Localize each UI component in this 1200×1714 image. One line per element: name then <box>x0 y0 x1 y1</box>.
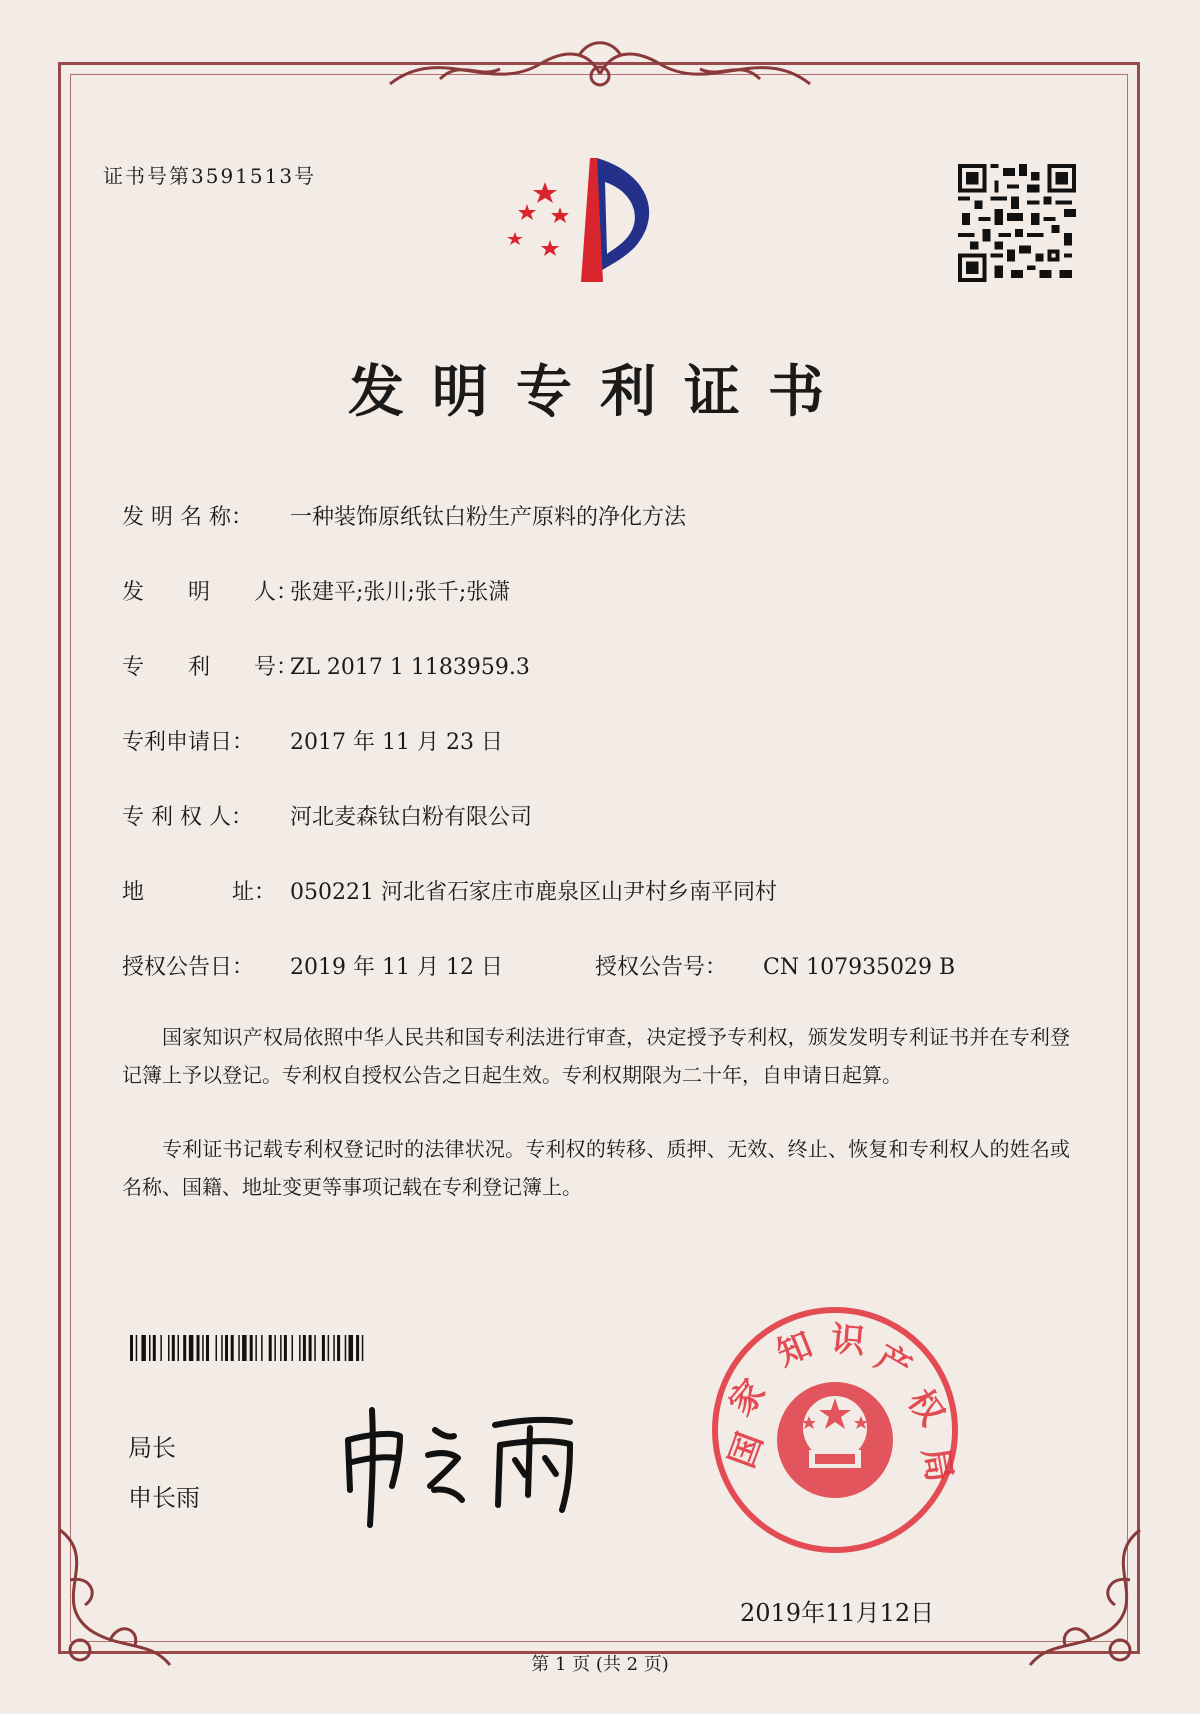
field-label: 专 利 权 人： <box>122 805 253 830</box>
svg-text:知: 知 <box>771 1324 818 1375</box>
field-grant-date <box>122 950 503 981</box>
page-footer: 第 1 页 (共 2 页) <box>531 1654 669 1675</box>
field-value: 张建平;张川;张千;张潇 <box>290 580 511 605</box>
svg-text:权: 权 <box>899 1382 952 1434</box>
barcode-icon <box>130 1335 440 1361</box>
field-patentee <box>122 800 532 831</box>
patent-office-logo-icon <box>505 152 675 302</box>
svg-text:局: 局 <box>914 1444 960 1486</box>
field-value: 050221 河北省石家庄市鹿泉区山尹村乡南平同村 <box>290 880 777 905</box>
signatory-name: 申长雨 <box>128 1484 200 1512</box>
field-label: 地 址： <box>122 880 277 905</box>
field-grant-number <box>595 950 955 981</box>
notice-paragraph-1: 国家知识产权局依照中华人民共和国专利法进行审查，决定授予专利权，颁发发明专利证书并在专利登记簿上予以登记。专利权自授权公告之日起生效。专利权期限为二十年，自申请日起算。 <box>122 1025 1070 1087</box>
certificate-title: 发明专利证书 <box>348 360 852 425</box>
svg-text:家: 家 <box>721 1372 774 1424</box>
field-value: CN 107935029 B <box>763 955 956 980</box>
qr-code-icon <box>958 164 1076 282</box>
seal-date: 2019年11月12日 <box>740 1599 935 1627</box>
field-label: 授权公告日： <box>122 955 255 980</box>
field-label: 专利申请日： <box>122 730 255 755</box>
field-value: 河北麦森钛白粉有限公司 <box>290 805 533 830</box>
field-label: 发 明 人： <box>122 580 299 605</box>
field-label: 发 明 名 称： <box>122 505 253 530</box>
field-invention-name <box>122 500 686 531</box>
top-ornament <box>380 34 820 104</box>
signatory-title: 局长 <box>128 1434 176 1462</box>
certificate-number: 证书号第3591513号 <box>103 164 317 188</box>
handwritten-signature <box>330 1400 600 1530</box>
official-seal-icon <box>705 1300 965 1560</box>
field-label: 授权公告号： <box>595 955 728 980</box>
field-value: 2019 年 11 月 12 日 <box>290 955 503 980</box>
field-inventors <box>122 575 510 606</box>
svg-text:识: 识 <box>829 1319 867 1362</box>
field-value: ZL 2017 1 1183959.3 <box>290 655 530 680</box>
notice-paragraph-2: 专利证书记载专利权登记时的法律状况。专利权的转移、质押、无效、终止、恢复和专利权人的姓名或名称、国籍、地址变更等事项记载在专利登记簿上。 <box>122 1137 1070 1199</box>
field-application-date <box>122 725 503 756</box>
svg-text:产: 产 <box>868 1337 918 1389</box>
field-address <box>122 875 777 906</box>
field-value: 一种装饰原纸钛白粉生产原料的净化方法 <box>290 505 687 530</box>
field-value: 2017 年 11 月 23 日 <box>290 730 503 755</box>
field-label: 专 利 号： <box>122 655 299 680</box>
svg-text:国: 国 <box>721 1427 772 1474</box>
field-patent-number <box>122 650 530 681</box>
